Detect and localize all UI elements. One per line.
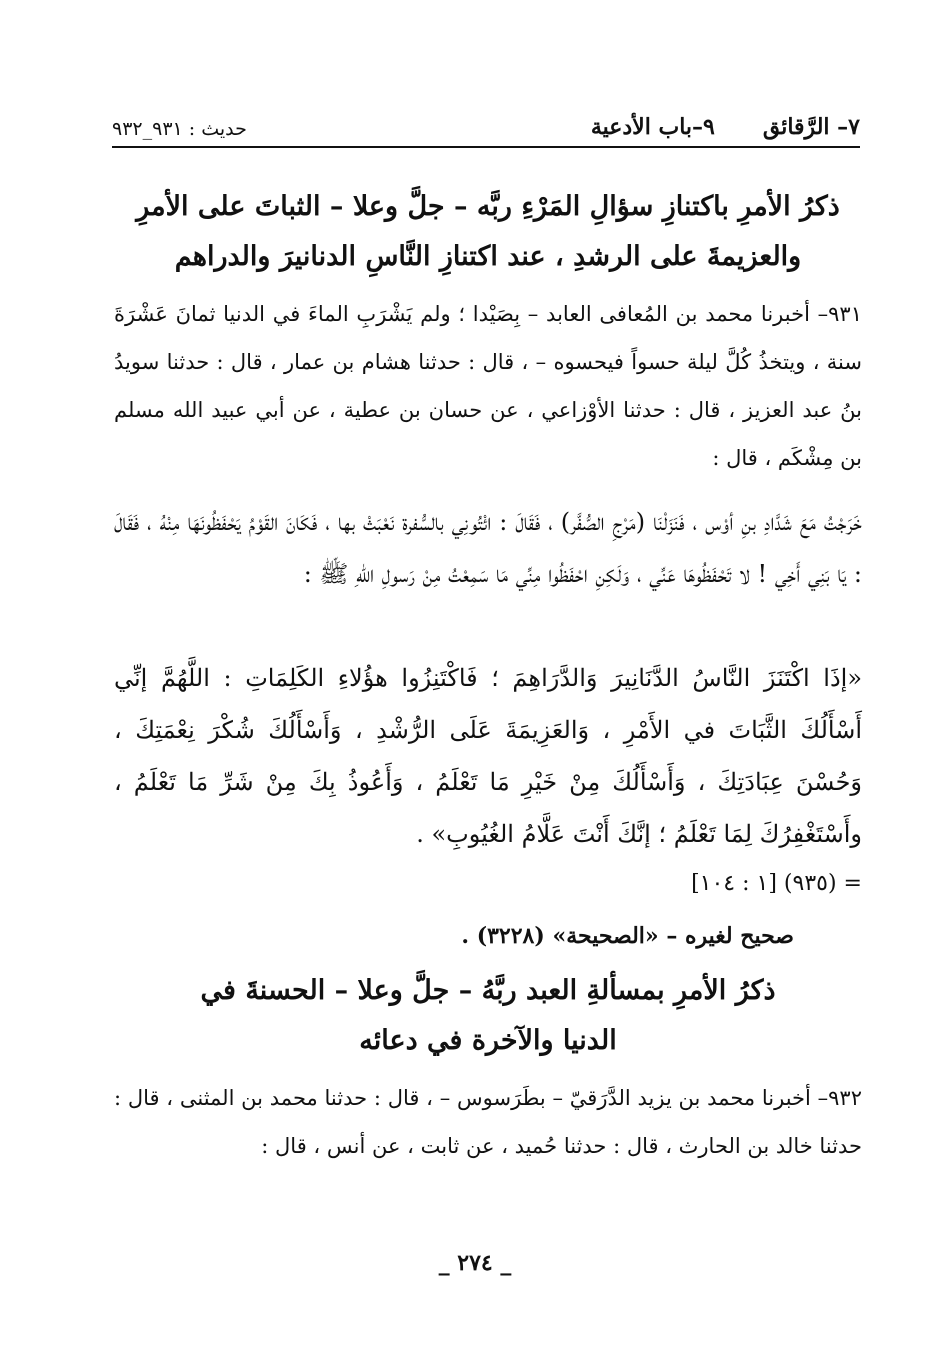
running-header (112, 108, 860, 148)
header-hadith-range: حديث : ٩٣١_٩٣٢ (112, 118, 247, 140)
section-1-heading-line-1: ذكرُ الأمرِ باكتنازِ سؤالِ المَرْءِ ربَّه – جلَّ وعلا – الثباتَ على الأمرِ (136, 191, 840, 222)
page-number: _ ٢٧٤ _ (438, 1250, 512, 1276)
hadith-931-grading: صحيح لغيره – «الصحيحة» (٣٢٢٨) . (461, 923, 794, 949)
hadith-931-isnad: ٩٣١– أخبرنا محمد بن المُعافى العابد – بِصَيْدا ؛ ولم يَشْرَبِ الماءَ في الدنيا ثمانَ عَشْرَةَ سنة ، ويتخذُ كُلَّ ليلة حسواً فيحسوه – ، قال : حدثنا هشام بن عمار ، قال : حدثنا سويدُ بنُ عبد العزيز ، قال : حدثنا الأوْزاعي ، عن حسان بن عطية ، عن أبي عبيد الله مسلم بن مِشْكَم ، قال : (114, 302, 862, 470)
header-book-title: ٧– الرَّقائق (762, 114, 860, 140)
hadith-932-isnad: ٩٣٢– أخبرنا محمد بن يزيد الدَّرَقيّ – بطَرَسوس – ، قال : حدثنا محمد بن المثنى ، قال : حدثنا خالد بن الحارث ، قال : حدثنا حُميد ، عن ثابت ، عن أنس ، قال : (114, 1086, 862, 1158)
hadith-931-prophetic-text: «إذَا اكْتَنَزَ النَّاسُ الدَّنَانِيرَ وَالدَّرَاهِمَ ؛ فَاكْتَنِزُوا هؤُلاءِ الكَلِمَاتِ : اللَّهُمَّ إنِّي أَسْأَلُكَ الثَّبَاتَ في الأَمْرِ ، وَالعَزِيمَةَ عَلَى الرُّشْدِ ، وَأَسْأَلُكَ شُكْرَ نِعْمَتِكَ ، وَحُسْنَ عِبَادَتِكَ ، وَأَسْأَلُكَ مِنْ خَيْرِ مَا تَعْلَمُ ، وَأَعُوذُ بِكَ مِنْ شَرِّ مَا تَعْلَمُ ، وأَسْتَغْفِرُكَ لِمَا تَعْلَمُ ؛ إنَّكَ أَنْتَ عَلَّامُ الغُيُوبِ» . (114, 664, 862, 848)
header-chapter-title: ٩–باب الأدعية (590, 114, 715, 140)
section-1-heading-line-2: والعزيمةَ على الرشدِ ، عند اكتنازِ النَّاسِ الدنانيرَ والدراهم (174, 241, 802, 272)
hadith-931-cross-reference: = (٩٣٥) [١ : ١٠٤] (691, 871, 862, 896)
section-2-heading-line-1: ذكرُ الأمرِ بمسألةِ العبد ربَّهُ – جلَّ وعلا – الحسنةَ في (200, 975, 776, 1006)
header-book-chapter (591, 114, 860, 140)
section-1-heading (114, 182, 862, 282)
section-2-heading (114, 966, 862, 1066)
section-2-heading-line-2: الدنيا والآخرة في دعائه (359, 1025, 617, 1056)
hadith-931-narration: خَرَجْتُ مَعَ شَدَّادِ بنِ أوْس ، فَنَزَلْنَا (مَرْجِ الصُّفَّر) ، فَقَالَ : ائْتُونِي بالسُّفرة نَعْبَثْ بها ، فَكَانَ القَوْمُ يَحْفَظُونَهَا مِنْهُ ، فَقَالَ : يَا بَنِي أَخِي ! لا تَحْفَظُوهَا عَنِّي ، وَلَكِنِ احْفَظُوا مِنِّي مَا سَمِعْتُ مِنْ رَسولِ اللّهِ ﷺ : (114, 508, 862, 588)
